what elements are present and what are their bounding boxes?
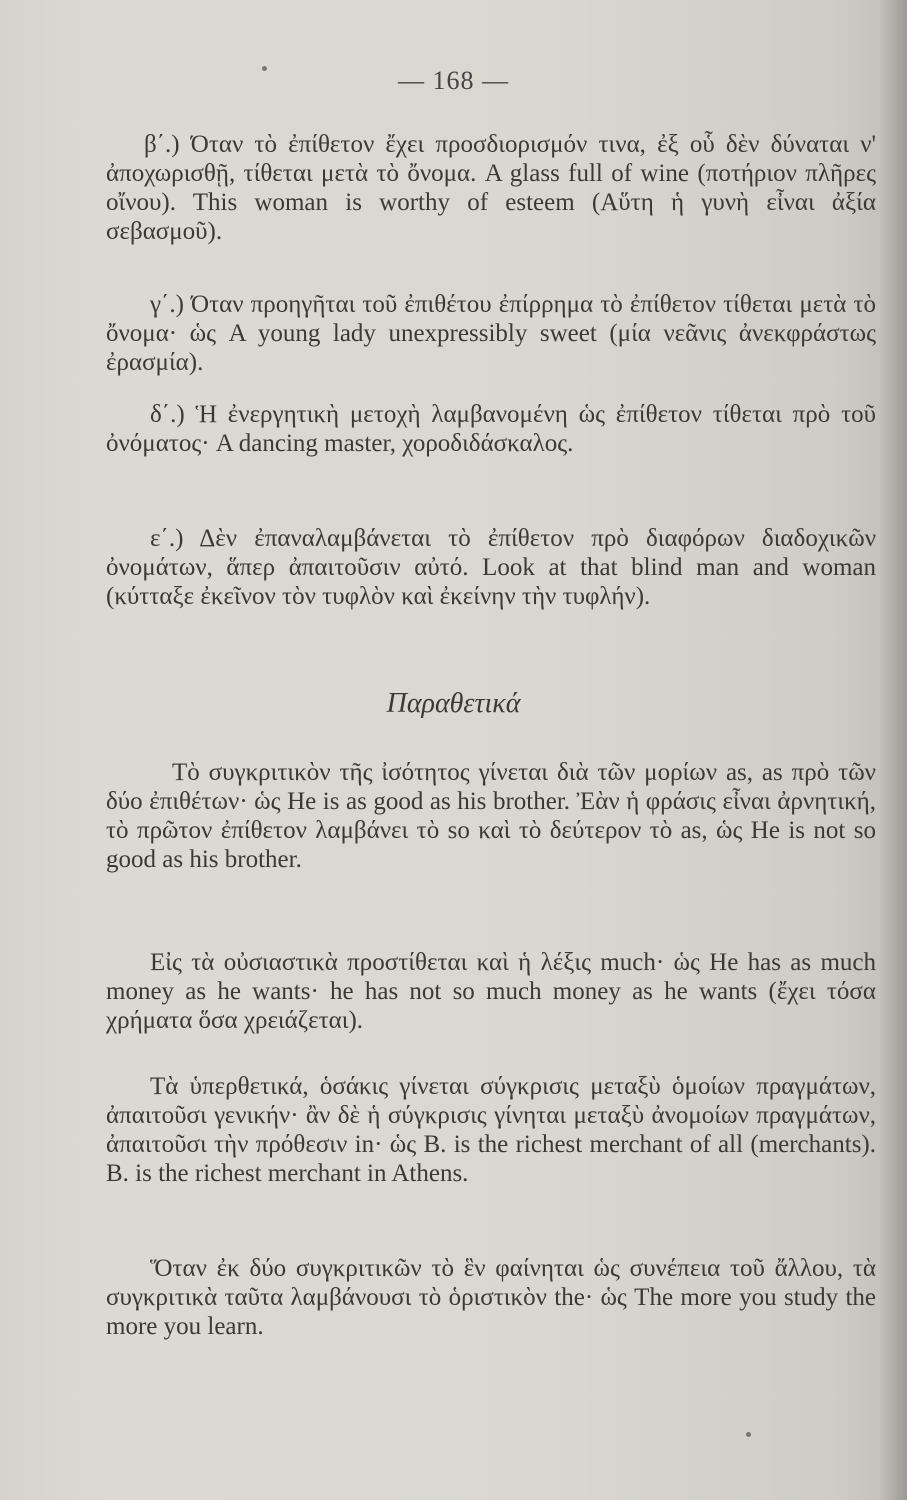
paragraph-comparative-equality: Τὸ συγκριτικὸν τῆς ἰσότητος γίνεται διὰ τῶν μορίων as, as πρὸ τῶν δύο ἐπιθέτων· ὡς He is as good as his brother. Ἐὰν ἡ φράσις εἶναι ἀρνητική, τὸ πρῶτον ἐπίθετον λαμβάνει τὸ so καὶ τὸ δεύτερον τὸ as, ὡς He is not so good as his brother. xyxy=(106,759,876,873)
paragraph-double-comparative: Ὅταν ἐκ δύο συγκριτικῶν τὸ ἓν φαίνηται ὡς συνέπεια τοῦ ἄλλου, τὰ συγκριτικὰ ταῦτα λαμβάνουσι τὸ ὁριστικὸν the· ὡς The more you study the more you learn. xyxy=(106,1255,876,1340)
paper-speck xyxy=(262,66,267,71)
page-number: — 168 — xyxy=(398,66,509,95)
paragraph-gamma: γ΄.) Όταν προηγῆται τοῦ ἐπιθέτου ἐπίρρημα τὸ ἐπίθετον τίθεται μετὰ τὸ ὄνομα· ὡς A young lady unexpressibly sweet (μία νεᾶνις ἀνεκφράστως ἐρασμία). xyxy=(106,291,876,376)
paragraph-much: Εἰς τὰ οὐσιαστικὰ προστίθεται καὶ ἡ λέξις much· ὡς He has as much money as he wants· he has not so much money as he wants (ἔχει τόσα χρήματα ὅσα χρειάζεται). xyxy=(106,949,876,1034)
paragraph-superlatives: Τὰ ὑπερθετικά, ὁσάκις γίνεται σύγκρισις μεταξὺ ὁμοίων πραγμάτων, ἀπαιτοῦσι γενικήν· ἂν δὲ ἡ σύγκρισις γίνηται μεταξὺ ἀνομοίων πραγμάτων, ἀπαιτοῦσι τὴν πρόθεσιν in· ὡς B. is the richest merchant of all (merchants). B. is the richest merchant in Athens. xyxy=(106,1073,876,1187)
page-edge-shadow xyxy=(879,0,907,1500)
section-heading: Παραθετικά xyxy=(386,688,521,719)
paragraph-epsilon: ε΄.) Δὲν ἐπαναλαμβάνεται τὸ ἐπίθετον πρὸ διαφόρων διαδοχικῶν ὀνομάτων, ἅπερ ἀπαιτοῦσιν αὐτό. Look at that blind man and woman (κύτταξε ἐκεῖνον τὸν τυφλὸν καὶ ἐκείνην τὴν τυφλήν). xyxy=(106,525,876,610)
paragraph-delta: δ΄.) Ἡ ἐνεργητικὴ μετοχὴ λαμβανομένη ὡς ἐπίθετον τίθεται πρὸ τοῦ ὀνόματος· A dancing master, χοροδιδάσκαλος. xyxy=(106,401,876,457)
paper-speck xyxy=(746,1432,751,1437)
paragraph-beta: β΄.) Όταν τὸ ἐπίθετον ἔχει προσδιορισμόν τινα, ἐξ οὗ δὲν δύναται ν' ἀποχωρισθῇ, τίθεται μετὰ τὸ ὄνομα. A glass full of wine (ποτήριον πλῆρες οἴνου). This woman is worthy of esteem (Αὕτη ἡ γυνὴ εἶναι ἀξία σεβασμοῦ). xyxy=(106,131,876,245)
